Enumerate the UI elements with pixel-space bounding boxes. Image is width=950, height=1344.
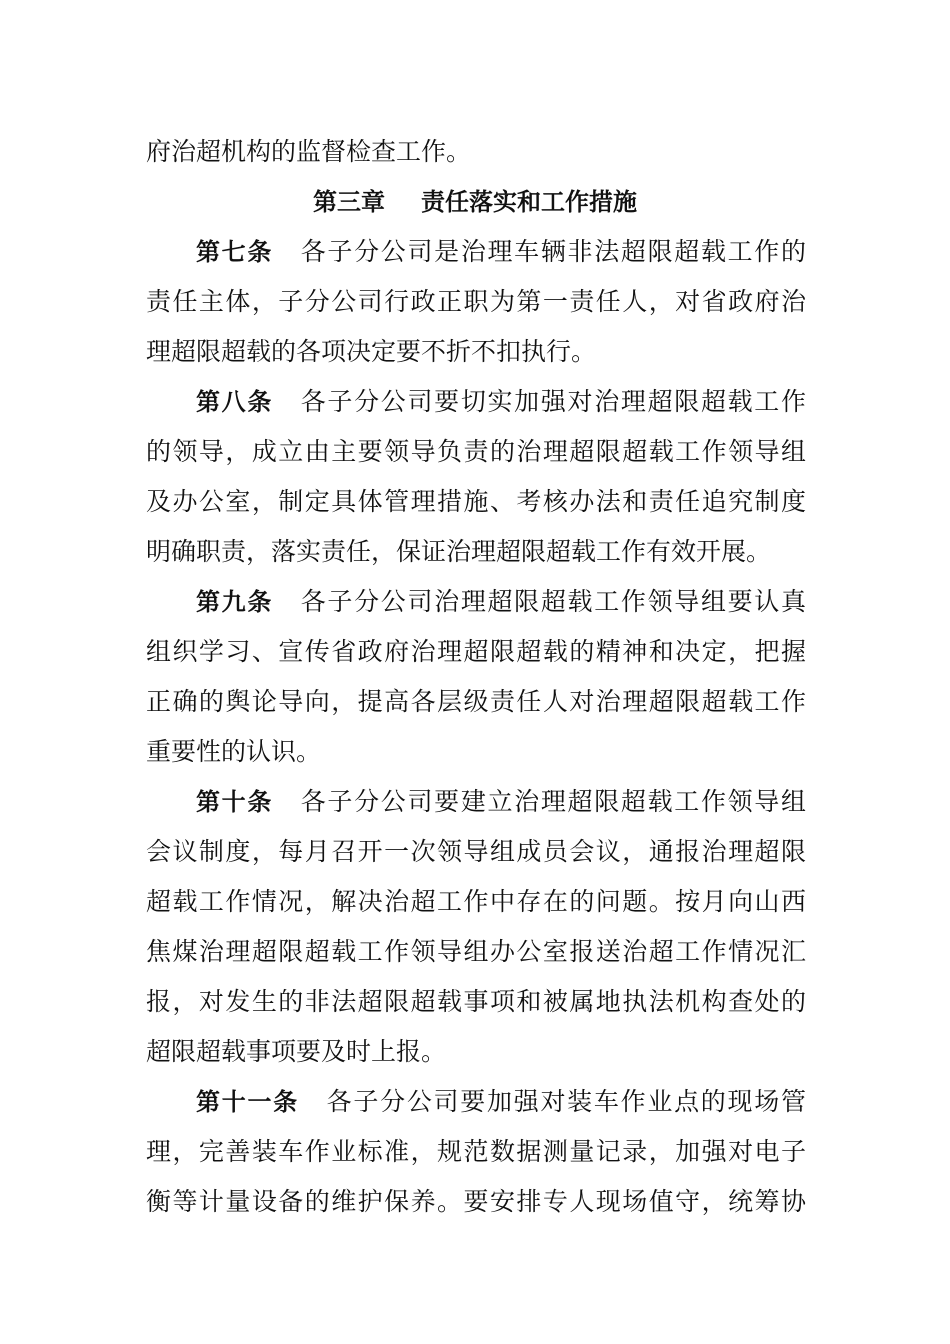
paragraph-line: 理，完善装车作业标准，规范数据测量记录，加强对电子 <box>146 1137 806 1166</box>
paragraph-line: 衡等计量设备的维护保养。要安排专人现场值守，统筹协 <box>146 1187 806 1216</box>
chapter-heading <box>0 185 950 219</box>
paragraph-line: 理超限超载的各项决定要不折不扣执行。 <box>146 337 597 366</box>
article-label: 第八条 <box>196 388 274 416</box>
article-10-first-line <box>196 785 806 819</box>
paragraph-line: 各子分公司要切实加强对治理超限超载工作 <box>299 387 806 416</box>
paragraph-line: 各子分公司是治理车辆非法超限超载工作的 <box>299 237 806 266</box>
paragraph-line: 超载工作情况，解决治超工作中存在的问题。按月向山西 <box>146 887 806 916</box>
paragraph-line: 各子分公司要建立治理超限超载工作领导组 <box>299 787 806 816</box>
article-8-first-line <box>196 385 806 419</box>
paragraph-line: 各子分公司要加强对装车作业点的现场管 <box>324 1087 806 1116</box>
paragraph-line: 超限超载事项要及时上报。 <box>146 1037 447 1066</box>
article-label: 第十条 <box>196 788 274 816</box>
chapter-number: 第三章 <box>313 188 385 216</box>
paragraph-line: 焦煤治理超限超载工作领导组办公室报送治超工作情况汇 <box>146 937 806 966</box>
intro-line: 府治超机构的监督检查工作。 <box>146 137 472 166</box>
paragraph-line: 的领导，成立由主要领导负责的治理超限超载工作领导组 <box>146 437 806 466</box>
paragraph-line: 报，对发生的非法超限超载事项和被属地执法机构查处的 <box>146 987 806 1016</box>
paragraph-line: 正确的舆论导向，提高各层级责任人对治理超限超载工作 <box>146 687 806 716</box>
article-label: 第十一条 <box>196 1088 299 1116</box>
paragraph-line: 会议制度，每月召开一次领导组成员会议，通报治理超限 <box>146 837 806 866</box>
article-label: 第七条 <box>196 238 274 266</box>
paragraph-line: 责任主体，子分公司行政正职为第一责任人，对省政府治 <box>146 287 806 316</box>
article-9-first-line <box>196 585 806 619</box>
paragraph-line: 及办公室，制定具体管理措施、考核办法和责任追究制度 <box>146 487 806 516</box>
paragraph-line: 组织学习、宣传省政府治理超限超载的精神和决定，把握 <box>146 637 806 666</box>
paragraph-line: 明确职责，落实责任，保证治理超限超载工作有效开展。 <box>146 537 772 566</box>
article-label: 第九条 <box>196 588 274 616</box>
article-7-first-line <box>196 235 806 269</box>
paragraph-line: 重要性的认识。 <box>146 737 322 766</box>
paragraph-line: 各子分公司治理超限超载工作领导组要认真 <box>299 587 806 616</box>
chapter-title: 责任落实和工作措施 <box>421 188 637 216</box>
article-11-first-line <box>196 1085 806 1119</box>
